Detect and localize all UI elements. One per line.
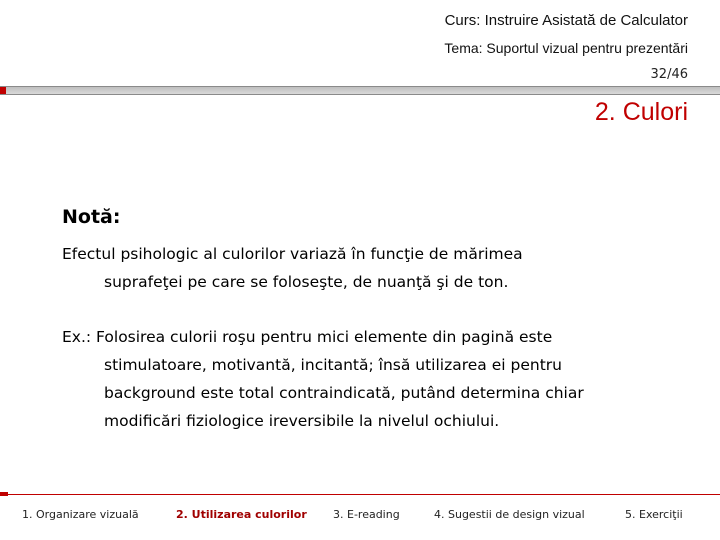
nav-link-e-reading[interactable]: 3. E-reading (333, 508, 400, 521)
footer-divider-accent (0, 492, 8, 496)
paragraph-psychological-effect (62, 240, 672, 296)
nav-link-organizare-vizuala[interactable]: 1. Organizare vizuală (22, 508, 139, 521)
nav-link-utilizarea-culorilor[interactable]: 2. Utilizarea culorilor (176, 508, 307, 521)
slide-title: 2. Culori (594, 98, 688, 126)
paragraph-line: background este total contraindicată, putând determina chiar (104, 384, 584, 402)
footer-divider (0, 494, 720, 495)
paragraph-line: Efectul psihologic al culorilor variază în funcţie de mărimea (62, 245, 523, 263)
paragraph-line: modificări fiziologice ireversibile la nivelul ochiului. (104, 412, 500, 430)
divider-accent (0, 87, 6, 94)
page-number: 32/46 (650, 67, 688, 82)
paragraph-line: Ex.: Folosirea culorii roşu pentru mici elemente din pagină este (62, 328, 553, 346)
topic-title: Tema: Suportul vizual pentru prezentări (444, 40, 688, 56)
note-label: Notă: (62, 206, 121, 228)
header-divider-bar (0, 86, 720, 95)
paragraph-example (62, 323, 672, 435)
nav-link-exercitii[interactable]: 5. Exerciţii (625, 508, 683, 521)
paragraph-line: suprafeţei pe care se foloseşte, de nuanţă şi de ton. (104, 273, 509, 291)
nav-link-sugestii-design[interactable]: 4. Sugestii de design vizual (434, 508, 585, 521)
course-title: Curs: Instruire Asistată de Calculator (444, 12, 688, 29)
paragraph-line: stimulatoare, motivantă, incitantă; însă utilizarea ei pentru (104, 356, 562, 374)
